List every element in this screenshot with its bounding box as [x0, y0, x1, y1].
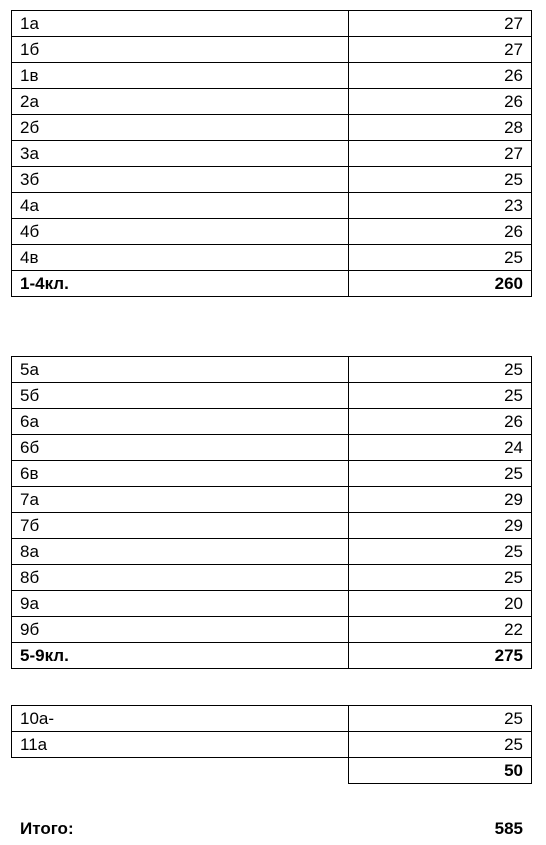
student-count-cell: 25 [349, 357, 532, 383]
class-name-cell: 10а- [12, 706, 349, 732]
student-count-cell: 27 [349, 141, 532, 167]
class-name-cell: 2а [12, 89, 349, 115]
student-count-cell: 25 [349, 245, 532, 271]
table-grades-5-9 [11, 356, 532, 669]
student-count-cell: 24 [349, 435, 532, 461]
class-name-cell: 8а [12, 539, 349, 565]
grand-total [11, 817, 531, 841]
table-row [12, 706, 532, 732]
subtotal-label [12, 758, 349, 784]
student-count-cell: 25 [349, 167, 532, 193]
student-count-cell: 25 [349, 706, 532, 732]
student-count-cell: 26 [349, 63, 532, 89]
class-name-cell: 1в [12, 63, 349, 89]
student-count-cell: 27 [349, 37, 532, 63]
class-name-cell: 5б [12, 383, 349, 409]
table-row [12, 245, 532, 271]
student-count-cell: 25 [349, 565, 532, 591]
subtotal-row [12, 643, 532, 669]
table-row [12, 539, 532, 565]
student-count-cell: 23 [349, 193, 532, 219]
class-name-cell: 1б [12, 37, 349, 63]
student-count-cell: 27 [349, 11, 532, 37]
class-name-cell: 4б [12, 219, 349, 245]
student-count-cell: 25 [349, 732, 532, 758]
subtotal-value: 260 [349, 271, 532, 297]
class-name-cell: 2б [12, 115, 349, 141]
table-grades-10-11 [11, 705, 532, 784]
table-row [12, 141, 532, 167]
class-name-cell: 9б [12, 617, 349, 643]
table-row [12, 565, 532, 591]
class-name-cell: 1а [12, 11, 349, 37]
student-count-cell: 22 [349, 617, 532, 643]
class-name-cell: 11а [12, 732, 349, 758]
table-row [12, 193, 532, 219]
table-row [12, 383, 532, 409]
table-row [12, 219, 532, 245]
class-name-cell: 3а [12, 141, 349, 167]
class-name-cell: 6в [12, 461, 349, 487]
subtotal-label: 1-4кл. [12, 271, 349, 297]
class-name-cell: 8б [12, 565, 349, 591]
student-count-cell: 29 [349, 513, 532, 539]
table-row [12, 435, 532, 461]
table-row [12, 513, 532, 539]
table-row [12, 617, 532, 643]
class-name-cell: 4в [12, 245, 349, 271]
table-row [12, 591, 532, 617]
student-count-cell: 25 [349, 461, 532, 487]
class-name-cell: 9а [12, 591, 349, 617]
student-count-cell: 25 [349, 539, 532, 565]
grand-total-label: Итого: [20, 819, 74, 838]
table-row [12, 115, 532, 141]
table-row [12, 11, 532, 37]
subtotal-value: 275 [349, 643, 532, 669]
class-name-cell: 5а [12, 357, 349, 383]
class-name-cell: 7а [12, 487, 349, 513]
class-name-cell: 7б [12, 513, 349, 539]
table-row [12, 167, 532, 193]
student-count-cell: 28 [349, 115, 532, 141]
table-row [12, 409, 532, 435]
table-row [12, 357, 532, 383]
grand-total-value: 585 [494, 819, 523, 838]
student-count-cell: 20 [349, 591, 532, 617]
table-row [12, 732, 532, 758]
subtotal-value: 50 [349, 758, 532, 784]
student-count-cell: 29 [349, 487, 532, 513]
student-count-cell: 26 [349, 89, 532, 115]
table-row [12, 37, 532, 63]
student-count-cell: 26 [349, 409, 532, 435]
table-grades-1-4 [11, 10, 532, 297]
student-count-cell: 26 [349, 219, 532, 245]
table-row [12, 487, 532, 513]
subtotal-row [12, 271, 532, 297]
table-row [12, 461, 532, 487]
class-name-cell: 6а [12, 409, 349, 435]
class-name-cell: 4а [12, 193, 349, 219]
student-count-cell: 25 [349, 383, 532, 409]
subtotal-row [12, 758, 532, 784]
table-row [12, 89, 532, 115]
table-row [12, 63, 532, 89]
class-name-cell: 3б [12, 167, 349, 193]
class-name-cell: 6б [12, 435, 349, 461]
subtotal-label: 5-9кл. [12, 643, 349, 669]
